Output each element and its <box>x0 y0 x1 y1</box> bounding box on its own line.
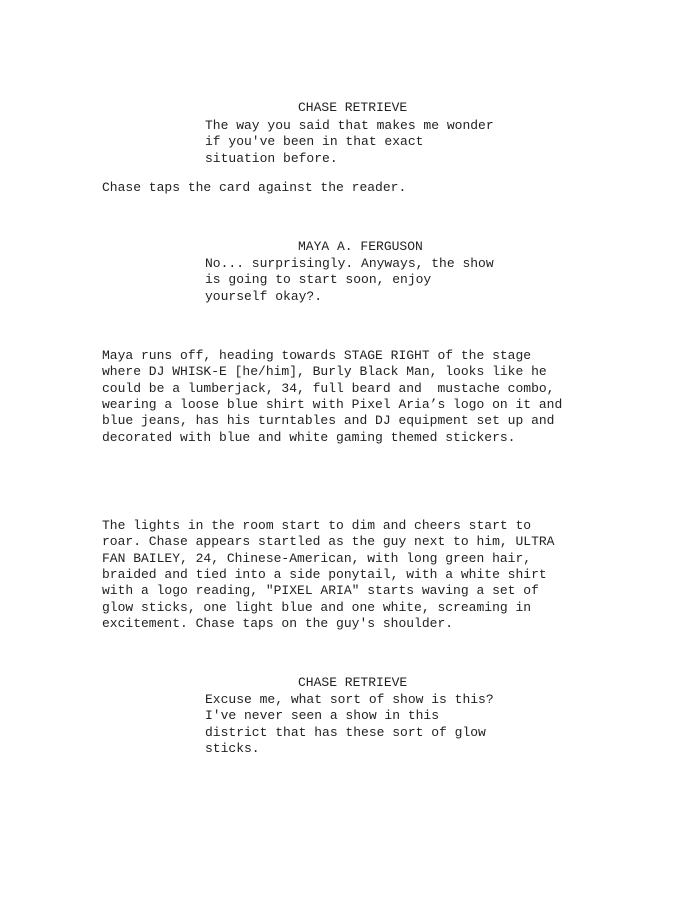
action-line: glow sticks, one light blue and one white, screaming in <box>102 599 532 615</box>
action-line: with a logo reading, "PIXEL ARIA" starts waving a set of <box>102 583 539 599</box>
action-line: could be a lumberjack, 34, full beard and mustache combo, <box>102 380 555 396</box>
character-name: CHASE RETRIEVE <box>298 100 408 115</box>
action-line: roar. Chase appears startled as the guy next to him, ULTRA <box>102 534 555 550</box>
action-line: FAN BAILEY, 24, Chinese-American, with long green hair, <box>102 550 532 566</box>
action-line: Chase taps the card against the reader. <box>102 180 407 195</box>
character-name: CHASE RETRIEVE <box>298 675 408 690</box>
dialogue-line: Excuse me, what sort of show is this? <box>205 692 494 707</box>
action-line: blue jeans, has his turntables and DJ equipment set up and <box>102 413 555 429</box>
character-name: MAYA A. FERGUSON <box>298 239 423 254</box>
action-line: excitement. Chase taps on the guy's shoulder. <box>102 615 454 631</box>
action-line: decorated with blue and white gaming themed stickers. <box>102 429 516 445</box>
dialogue-line: situation before. <box>205 150 338 166</box>
action-line: braided and tied into a side ponytail, with a white shirt <box>102 566 547 582</box>
action-line: The lights in the room start to dim and cheers start to <box>102 518 532 533</box>
dialogue-line: sticks. <box>205 740 260 756</box>
dialogue-line: I've never seen a show in this <box>205 708 440 724</box>
dialogue-line: is going to start soon, enjoy <box>205 272 432 288</box>
action-line: Maya runs off, heading towards STAGE RIGHT of the stage <box>102 348 532 363</box>
dialogue-line: district that has these sort of glow <box>205 724 486 740</box>
dialogue-line: The way you said that makes me wonder <box>205 118 494 133</box>
action-line: wearing a loose blue shirt with Pixel Aria’s logo on it and <box>102 396 563 412</box>
action-line: where DJ WHISK-E [he/him], Burly Black Man, looks like he <box>102 364 547 380</box>
dialogue-line: yourself okay?. <box>205 288 323 304</box>
dialogue-line: if you've been in that exact <box>205 134 424 150</box>
dialogue-line: No... surprisingly. Anyways, the show <box>205 256 494 271</box>
